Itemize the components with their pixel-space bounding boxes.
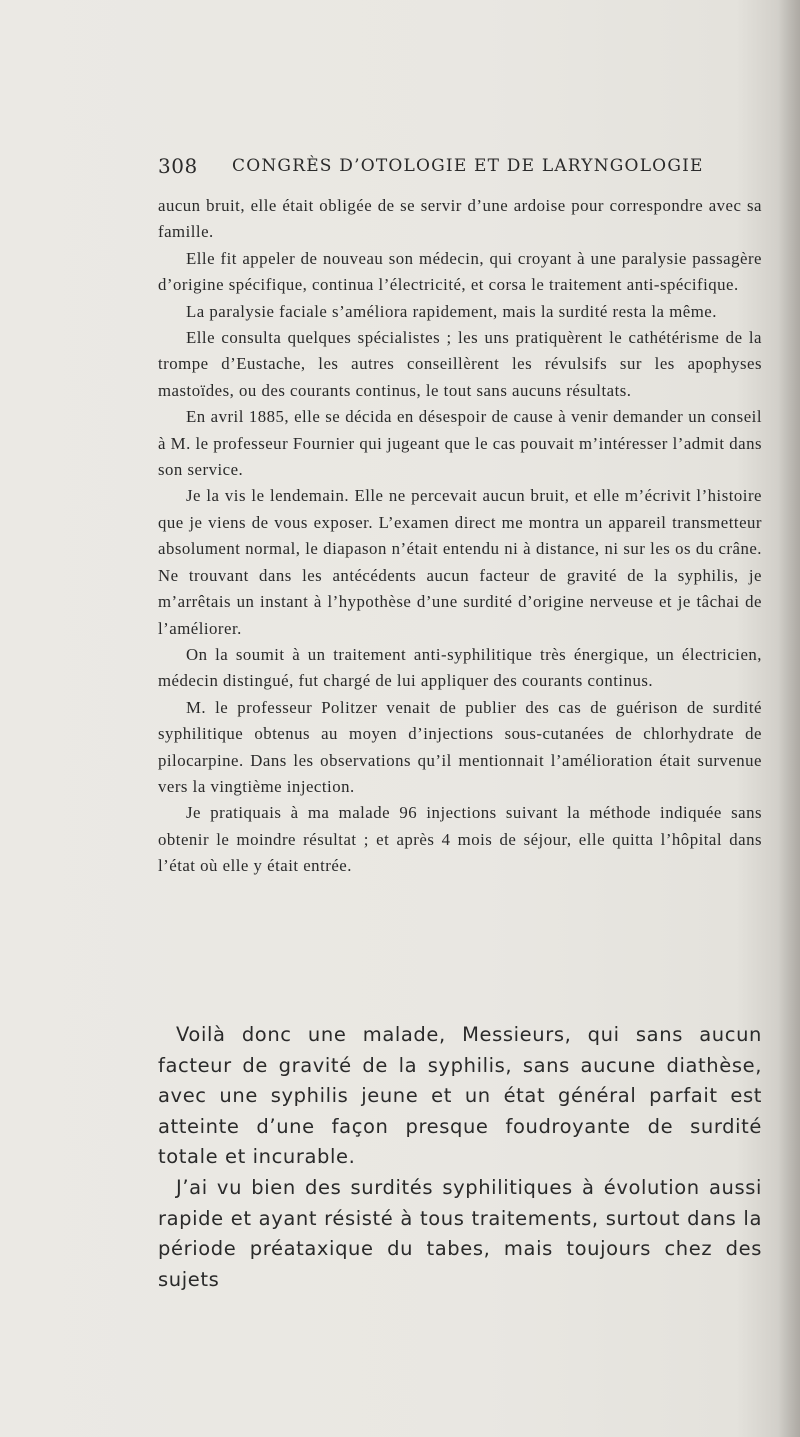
paragraph: Je la vis le lendemain. Elle ne percevait aucun bruit, et elle m’écrivit l’histoire que je viens de vous exposer. L’examen direct me montra un appareil transmetteur absolument normal, le diapason n’était entendu ni à distance, ni sur les os du crâne. Ne trouvant dans les antécédents aucun facteur de gravité de la syphilis, je m’arrêtais un instant à l’hypothèse d’une surdité d’origine nerveuse et je tâchai de l’améliorer. [158, 486, 762, 638]
paragraph: En avril 1885, elle se décida en désespoir de cause à venir demander un conseil à M. le professeur Fournier qui jugeant que le cas pouvait m’intéresser l’admit dans son service. [158, 407, 763, 480]
paragraph: aucun bruit, elle était obligée de se servir d’une ardoise pour correspondre avec sa famille. [158, 196, 762, 242]
page-number: 308 [158, 154, 198, 178]
case-report-text [158, 193, 762, 880]
paragraph: Elle fit appeler de nouveau son médecin, qui croyant à une paralysie passagère d’origine spécifique, continua l’électricité, et corsa le traitement anti-spécifique. [158, 248, 762, 295]
paragraph: Je pratiquais à ma malade 96 injections suivant la méthode indiquée sans obtenir le moindre résultat ; et après 4 mois de séjour, elle quitta l’hôpital dans l’état où elle y était entrée. [158, 803, 762, 876]
page-edge-shadow [778, 0, 800, 1437]
running-title: CONGRÈS D’OTOLOGIE ET DE LARYNGOLOGIE [232, 156, 704, 176]
paragraph: La paralysie faciale s’améliora rapidement, mais la surdité resta la même. [186, 301, 717, 321]
paragraph: Elle consulta quelques spécialistes ; les uns pratiquèrent le cathétérisme de la trompe d’Eustache, les autres conseillèrent les révulsifs sur les apophyses mastoïdes, ou des courants continus, le tout sans aucuns résultats. [158, 328, 762, 400]
page-header [158, 152, 718, 186]
conclusion-paragraph: J’ai vu bien des surdités syphilitiques à évolution aussi rapide et ayant résisté à tous traitements, surtout dans la période préataxique du tabes, mais toujours chez des sujets [158, 1175, 762, 1291]
conclusion-text [158, 1020, 762, 1295]
conclusion-paragraph: Voilà donc une malade, Messieurs, qui sans aucun facteur de gravité de la syphilis, sans aucune diathèse, avec une syphilis jeune et un état général parfait est atteinte d’une façon presque foudroyante de surdité totale et incurable. [158, 1023, 762, 1169]
paragraph: On la soumit à un traitement anti-syphilitique très énergique, un électricien, médecin distingué, fut chargé de lui appliquer des courants continus. [158, 644, 762, 691]
paragraph: M. le professeur Politzer venait de publier des cas de guérison de surdité syphilitique obtenus au moyen d’injections sous-cutanées de chlorhydrate de pilocarpine. Dans les observations qu’il mentionnait l’amélioration était survenue vers la vingtième injection. [158, 697, 762, 796]
